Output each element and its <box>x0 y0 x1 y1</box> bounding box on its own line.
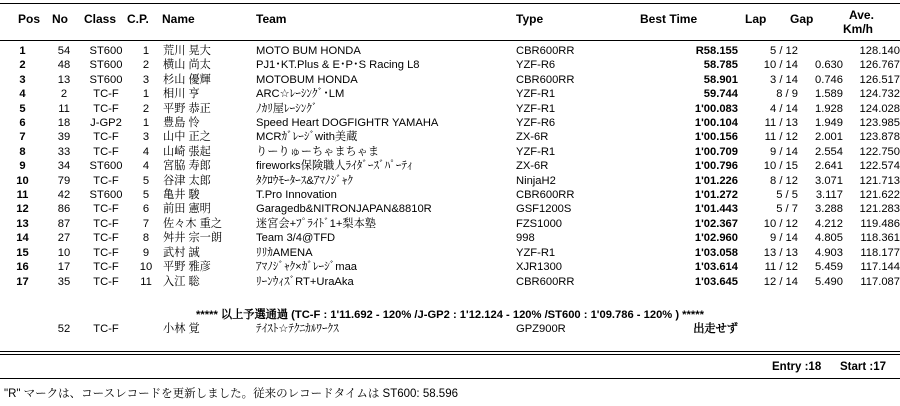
cell-cp: 3 <box>142 131 150 144</box>
cell-team: MOTOBUM HONDA <box>256 73 358 86</box>
cell-pos: 9 <box>19 160 26 173</box>
cell-pos: 4 <box>19 88 26 101</box>
cell-ave: 118.361 <box>860 232 900 245</box>
cell-type: GSF1200S <box>516 203 572 216</box>
cell-gap <box>798 322 843 336</box>
cell-cp: 4 <box>142 160 150 173</box>
header-best-time: Best Time <box>640 12 698 26</box>
cell-ave <box>843 322 900 336</box>
cell-name: 佐々木 重之 <box>163 217 223 230</box>
table-row <box>0 130 900 144</box>
cell-ave: 117.087 <box>860 275 900 288</box>
cell-cp: 10 <box>139 261 153 274</box>
cell-best-time: 58.901 <box>703 73 738 86</box>
cell-lap: 10 / 15 <box>763 160 798 173</box>
cell-team: fireworks保険職人ﾗｲﾀﾞｰｽﾞﾊﾟｰﾃｨ <box>256 160 413 173</box>
header-lap: Lap <box>745 12 767 26</box>
cell-class: TC-F <box>93 246 119 259</box>
header-pos: Pos <box>18 12 41 26</box>
cell-no: 2 <box>60 88 68 101</box>
header-no: No <box>52 12 68 26</box>
cell-class: TC-F <box>93 88 119 101</box>
cell-class: ST600 <box>89 59 123 72</box>
header-name: Name <box>162 12 195 26</box>
table-row <box>0 275 900 289</box>
cell-ave: 123.985 <box>859 117 900 130</box>
table-row <box>0 116 900 130</box>
cell-type: XJR1300 <box>516 261 563 274</box>
cell-cp: 6 <box>142 203 150 216</box>
cell-class: TC-F <box>93 275 119 288</box>
cell-team: Garagedb&NITRONJAPAN&8810R <box>256 203 432 216</box>
cell-best-time: 1'02.960 <box>694 232 738 245</box>
cell-gap: 3.288 <box>815 203 843 216</box>
table-row <box>0 260 900 274</box>
cell-team: Team 3/4@TFD <box>256 232 336 245</box>
cell-lap: 5 / 5 <box>776 189 798 202</box>
cell-name: 荒川 晃大 <box>163 45 211 57</box>
cell-name: 豊島 怜 <box>163 117 200 130</box>
cell-pos: 7 <box>19 131 26 144</box>
cell-pos: 5 <box>19 102 26 115</box>
cell-gap: 4.212 <box>815 217 843 230</box>
cell-gap: 5.459 <box>815 261 843 274</box>
cell-gap: 2.641 <box>815 160 843 173</box>
cell-name: 谷津 太郎 <box>163 174 211 187</box>
cell-no: 13 <box>57 73 71 86</box>
cell-gap: 0.746 <box>815 73 843 86</box>
cell-team: ｱﾏﾉｼﾞｬｸ×ｶﾞﾚｰｼﾞmaa <box>256 261 358 274</box>
cell-type: ZX-6R <box>516 160 549 173</box>
cell-no: 52 <box>57 323 71 335</box>
cell-type: ZX-6R <box>516 131 549 144</box>
entry-count: Entry :18 <box>772 361 822 373</box>
table-row <box>0 44 900 58</box>
cell-class: TC-F <box>93 131 119 144</box>
cell-lap: 4 / 14 <box>770 102 798 115</box>
cell-ave: 124.732 <box>859 88 900 101</box>
cell-lap: 8 / 9 <box>776 88 798 101</box>
cell-type: YZF-R1 <box>516 246 556 259</box>
cell-best-time: 1'00.796 <box>694 160 738 173</box>
results-table <box>0 44 900 289</box>
cell-lap <box>738 322 798 336</box>
cell-best-time: 59.744 <box>703 88 738 101</box>
cell-type: CBR600RR <box>516 275 575 288</box>
cell-pos: 17 <box>16 275 29 288</box>
cell-lap: 9 / 14 <box>770 145 798 158</box>
cell-ave: 123.878 <box>859 131 900 144</box>
cell-no: 86 <box>57 203 71 216</box>
cell-gap <box>798 44 843 58</box>
cell-cp: 2 <box>142 102 150 115</box>
cell-lap: 11 / 13 <box>764 117 798 130</box>
cell-name: 杉山 優輝 <box>163 73 211 86</box>
cell-team: MOTO BUM HONDA <box>256 45 361 57</box>
table-row <box>0 73 900 87</box>
cell-class: TC-F <box>93 323 119 335</box>
cell-pos <box>0 322 45 336</box>
table-row <box>0 145 900 159</box>
cell-team: ARC☆ﾚｰｼﾝｸﾞ･LM <box>256 88 345 101</box>
table-row <box>0 174 900 188</box>
cell-name: 宮脇 寿郎 <box>163 160 211 173</box>
dns-row <box>0 322 900 336</box>
cell-type: YZF-R1 <box>516 88 556 101</box>
cell-name: 舛井 宗一朗 <box>163 232 223 245</box>
cell-ave: 121.622 <box>859 189 900 202</box>
cell-class: TC-F <box>93 232 119 245</box>
cell-class: TC-F <box>93 217 119 230</box>
cell-ave: 124.028 <box>859 102 900 115</box>
cell-pos: 3 <box>19 73 26 86</box>
header-kmh: Km/h <box>843 22 873 36</box>
cell-pos: 2 <box>19 59 26 72</box>
cell-name: 武村 誠 <box>163 246 200 259</box>
cell-no: 11 <box>58 102 70 115</box>
cell-name: 入江 聡 <box>163 275 200 288</box>
cell-pos: 1 <box>19 45 26 57</box>
cell-gap: 1.949 <box>815 117 843 130</box>
cell-best-time: R58.155 <box>695 45 738 57</box>
cell-lap: 5 / 7 <box>776 203 798 216</box>
cell-best-time: 出走せず <box>693 323 738 335</box>
cell-gap: 4.903 <box>815 246 843 259</box>
cell-cp: 2 <box>142 59 150 72</box>
header-type: Type <box>516 12 544 26</box>
cell-name: 山崎 張起 <box>163 145 211 158</box>
cell-pos: 8 <box>19 145 26 158</box>
record-footnote: "R" マークは、コースレコードを更新しました。従来のレコードタイムは ST600: 58.596 <box>4 388 458 400</box>
cell-class: ST600 <box>89 45 123 57</box>
cell-best-time: 1'00.156 <box>694 131 738 144</box>
cell-ave: 119.486 <box>860 217 900 230</box>
header-class: Class <box>84 12 117 26</box>
cell-pos: 6 <box>19 117 26 130</box>
cell-lap: 11 / 12 <box>764 131 798 144</box>
header-cp: C.P. <box>127 12 149 26</box>
cell-ave: 128.140 <box>859 45 900 57</box>
cell-cp: 4 <box>142 145 150 158</box>
cell-cp: 11 <box>140 275 152 288</box>
cell-gap: 2.001 <box>815 131 843 144</box>
cell-lap: 12 / 14 <box>763 275 798 288</box>
cell-no: 10 <box>57 246 71 259</box>
cell-cp: 1 <box>142 117 150 130</box>
cell-type: NinjaH2 <box>516 174 556 187</box>
cell-gap: 5.490 <box>815 275 843 288</box>
cell-no: 18 <box>57 117 71 130</box>
cell-team: ﾃｲｽﾄ☆ﾃｸﾆｶﾙﾜｰｸｽ <box>256 323 339 335</box>
cell-name: 相川 亨 <box>163 88 200 101</box>
cell-name: 平野 雅彦 <box>163 261 211 274</box>
cell-ave: 121.283 <box>859 203 900 216</box>
start-count: Start :17 <box>840 361 887 373</box>
cell-type: 998 <box>516 232 535 245</box>
cell-gap: 3.117 <box>815 189 843 202</box>
cell-lap: 13 / 13 <box>763 246 798 259</box>
cell-lap: 3 / 14 <box>770 73 798 86</box>
cell-ave: 122.574 <box>859 160 900 173</box>
cell-pos: 12 <box>16 203 29 216</box>
cell-type: YZF-R1 <box>516 145 556 158</box>
cell-best-time: 1'02.367 <box>694 217 738 230</box>
cell-ave: 117.144 <box>860 261 900 274</box>
cell-no: 39 <box>57 131 71 144</box>
cell-ave: 121.713 <box>859 174 900 187</box>
cell-lap: 5 / 12 <box>770 45 798 57</box>
cell-pos: 15 <box>16 246 29 259</box>
dns-table <box>0 322 900 336</box>
cell-best-time: 1'01.272 <box>694 189 738 202</box>
cell-no: 27 <box>57 232 71 245</box>
table-row <box>0 102 900 116</box>
header-rule <box>0 40 900 41</box>
cell-no: 54 <box>57 45 71 57</box>
cell-pos: 16 <box>16 261 29 274</box>
cell-type: CBR600RR <box>516 45 575 57</box>
cell-gap: 1.589 <box>815 88 843 101</box>
header-team: Team <box>256 12 287 26</box>
cell-team: Speed Heart DOGFIGHTR YAMAHA <box>256 117 439 130</box>
cell-type: FZS1000 <box>516 217 563 230</box>
cell-cp: 9 <box>142 246 150 259</box>
cell-cp: 1 <box>142 45 150 57</box>
top-rule <box>0 3 900 4</box>
cell-cp: 3 <box>142 73 150 86</box>
cell-no: 42 <box>57 189 71 202</box>
cell-name: 前田 憲明 <box>163 203 211 216</box>
cell-no: 48 <box>57 59 71 72</box>
header-ave: Ave. <box>849 8 874 22</box>
bottom-rule-1 <box>0 351 900 352</box>
table-row <box>0 188 900 202</box>
cell-team: ﾉｶﾘ屋ﾚｰｼﾝｸﾞ <box>256 102 318 115</box>
table-row <box>0 58 900 72</box>
table-row <box>0 231 900 245</box>
cell-best-time: 1'03.614 <box>694 261 738 274</box>
cell-type: CBR600RR <box>516 73 575 86</box>
cell-ave: 122.750 <box>859 145 900 158</box>
cell-cp <box>129 322 163 336</box>
cell-name: 亀井 駿 <box>163 189 200 202</box>
cell-no: 79 <box>57 174 71 187</box>
cell-class: TC-F <box>93 174 119 187</box>
cell-best-time: 58.785 <box>703 59 738 72</box>
cell-name: 横山 尚太 <box>163 59 211 72</box>
cell-class: TC-F <box>93 203 119 216</box>
table-row <box>0 87 900 101</box>
cell-class: J-GP2 <box>90 117 122 130</box>
cell-class: ST600 <box>89 189 123 202</box>
cell-type: CBR600RR <box>516 189 575 202</box>
cell-lap: 10 / 14 <box>763 59 798 72</box>
cell-no: 17 <box>57 261 71 274</box>
cell-team: ﾘｰﾝｳｨｽﾞRT+UraAka <box>256 275 354 288</box>
cell-class: TC-F <box>93 145 119 158</box>
cell-name: 山中 正之 <box>163 131 211 144</box>
cell-type: YZF-R1 <box>516 102 556 115</box>
cell-class: ST600 <box>89 160 123 173</box>
cell-type: YZF-R6 <box>516 59 556 72</box>
table-row <box>0 246 900 260</box>
table-row <box>0 159 900 173</box>
cell-best-time: 1'00.083 <box>694 102 738 115</box>
cell-team: PJ1･KT.Plus & E･P･S Racing L8 <box>256 59 420 72</box>
cell-pos: 13 <box>16 217 29 230</box>
cell-team: ﾘﾘｶAMENA <box>256 246 313 259</box>
cell-class: TC-F <box>93 261 119 274</box>
cell-best-time: 1'01.226 <box>694 174 738 187</box>
bottom-rule-2 <box>0 354 900 355</box>
cell-best-time: 1'01.443 <box>694 203 738 216</box>
cell-gap: 1.928 <box>815 102 843 115</box>
cell-lap: 9 / 14 <box>770 232 798 245</box>
footer-rule <box>0 378 900 379</box>
cell-no: 35 <box>57 275 71 288</box>
cell-pos: 14 <box>16 232 29 245</box>
cell-pos: 10 <box>16 174 29 187</box>
table-row <box>0 217 900 231</box>
cell-lap: 8 / 12 <box>770 174 798 187</box>
cell-team: ﾀｸﾛｳﾓｰﾀｰｽ&ｱﾏﾉｼﾞｬｸ <box>256 174 353 187</box>
cell-best-time: 1'00.104 <box>694 117 738 130</box>
cell-name: 小林 覚 <box>163 323 200 335</box>
cell-pos: 11 <box>16 189 29 202</box>
cell-gap: 2.554 <box>815 145 843 158</box>
cell-best-time: 1'03.058 <box>694 246 738 259</box>
qualify-note: ***** 以上予選通過 (TC-F : 1'11.692 - 120% /J-GP2 : 1'12.124 - 120% /ST600 : 1'09.786 - 120% ) ***** <box>196 309 704 321</box>
cell-ave: 118.177 <box>860 246 900 259</box>
cell-cp: 1 <box>142 88 150 101</box>
cell-ave: 126.767 <box>859 59 900 72</box>
cell-gap: 4.805 <box>815 232 843 245</box>
cell-team: りーりゅーちゃまちゃま <box>256 145 380 158</box>
cell-team: 迷宮会+ﾌﾟﾗｲﾄﾞ1+梨本塾 <box>256 217 376 230</box>
cell-cp: 7 <box>142 217 150 230</box>
cell-lap: 10 / 12 <box>763 217 798 230</box>
cell-no: 34 <box>57 160 71 173</box>
cell-type: GPZ900R <box>516 323 566 335</box>
cell-cp: 5 <box>142 189 150 202</box>
cell-gap: 0.630 <box>815 59 843 72</box>
cell-best-time: 1'03.645 <box>694 275 738 288</box>
cell-cp: 8 <box>142 232 150 245</box>
cell-cp: 5 <box>142 174 150 187</box>
header-gap: Gap <box>790 12 814 26</box>
cell-lap: 11 / 12 <box>764 261 798 274</box>
cell-best-time: 1'00.709 <box>694 145 738 158</box>
cell-team: T.Pro Innovation <box>256 189 337 202</box>
cell-type: YZF-R6 <box>516 117 556 130</box>
cell-team: MCRｶﾞﾚｰｼﾞwith美蔵 <box>256 131 358 144</box>
cell-class: TC-F <box>93 102 119 115</box>
cell-no: 87 <box>57 217 71 230</box>
cell-ave: 126.517 <box>859 73 900 86</box>
table-row <box>0 202 900 216</box>
cell-no: 33 <box>57 145 71 158</box>
cell-class: ST600 <box>89 73 123 86</box>
cell-name: 平野 恭正 <box>163 102 211 115</box>
cell-gap: 3.071 <box>815 174 843 187</box>
